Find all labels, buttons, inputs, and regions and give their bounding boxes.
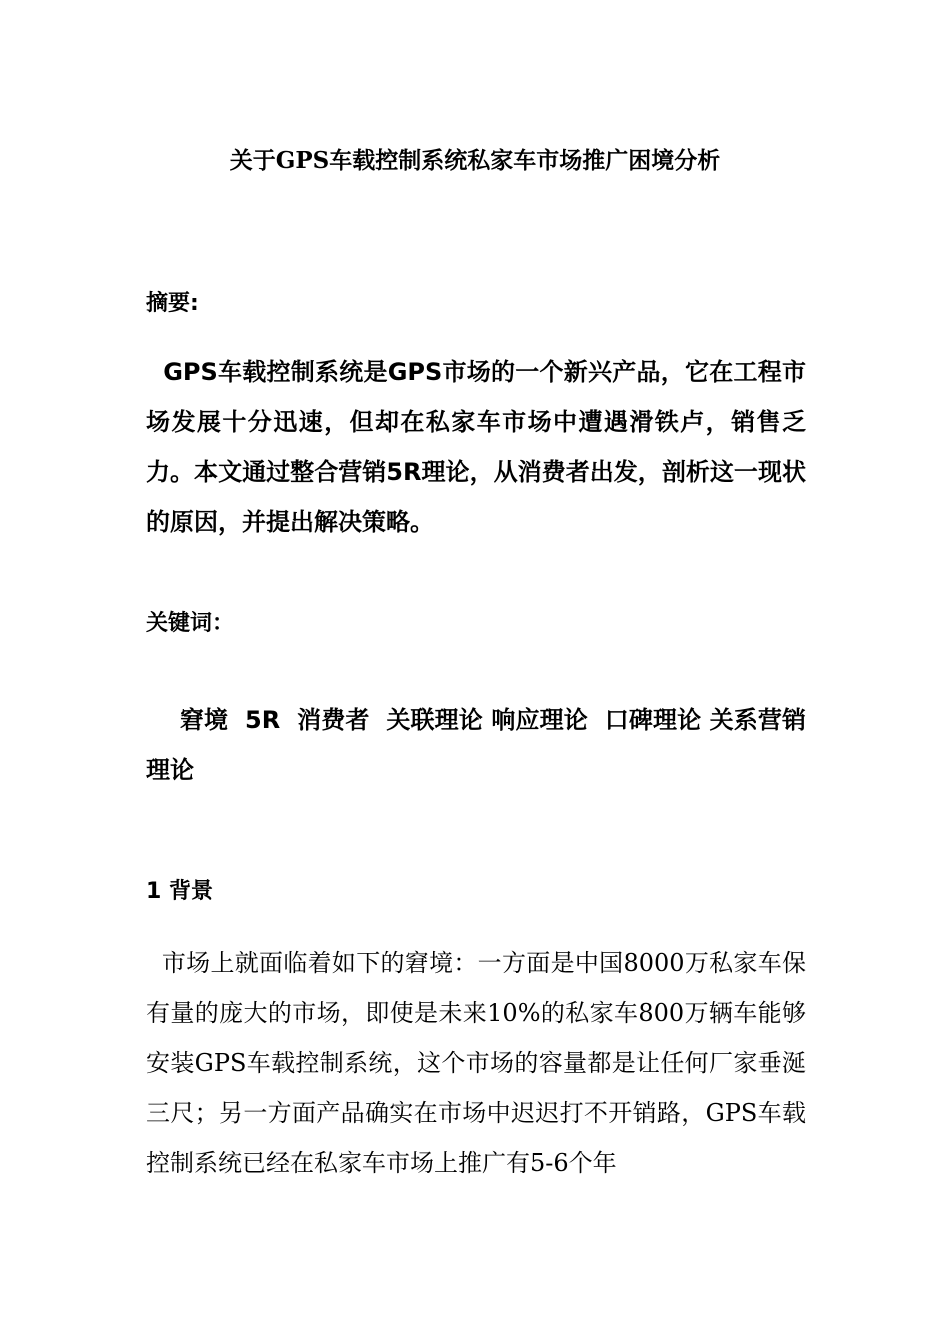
section-1-heading: 1 背景 bbox=[146, 879, 213, 904]
abstract-paragraph: GPS车载控制系统是GPS市场的一个新兴产品，它在工程市场发展十分迅速，但却在私家车市场中遭遇滑铁卢，销售乏力。本文通过整合营销5R理论，从消费者出发，剖析这一现状的原因，并提出解决策略。 bbox=[146, 358, 806, 536]
keywords-paragraph: 窘境 5R 消费者 关联理论 响应理论 口碑理论 关系营销理论 bbox=[146, 706, 806, 784]
document-title: 关于GPS车载控制系统私家车市场推广困境分析 bbox=[229, 147, 721, 174]
section-1-paragraph: 市场上就面临着如下的窘境：一方面是中国8000万私家车保有量的庞大的市场，即使是未来10%的私家车800万辆车能够安装GPS车载控制系统，这个市场的容量都是让任何厂家垂涎三尺；另一方面产品确实在市场中迟迟打不开销路，GPS车载控制系统已经在私家车市场上推广有5-6个年 bbox=[146, 949, 807, 1177]
keywords-heading: 关键词： bbox=[146, 611, 235, 636]
abstract-heading: 摘要: bbox=[146, 291, 199, 316]
